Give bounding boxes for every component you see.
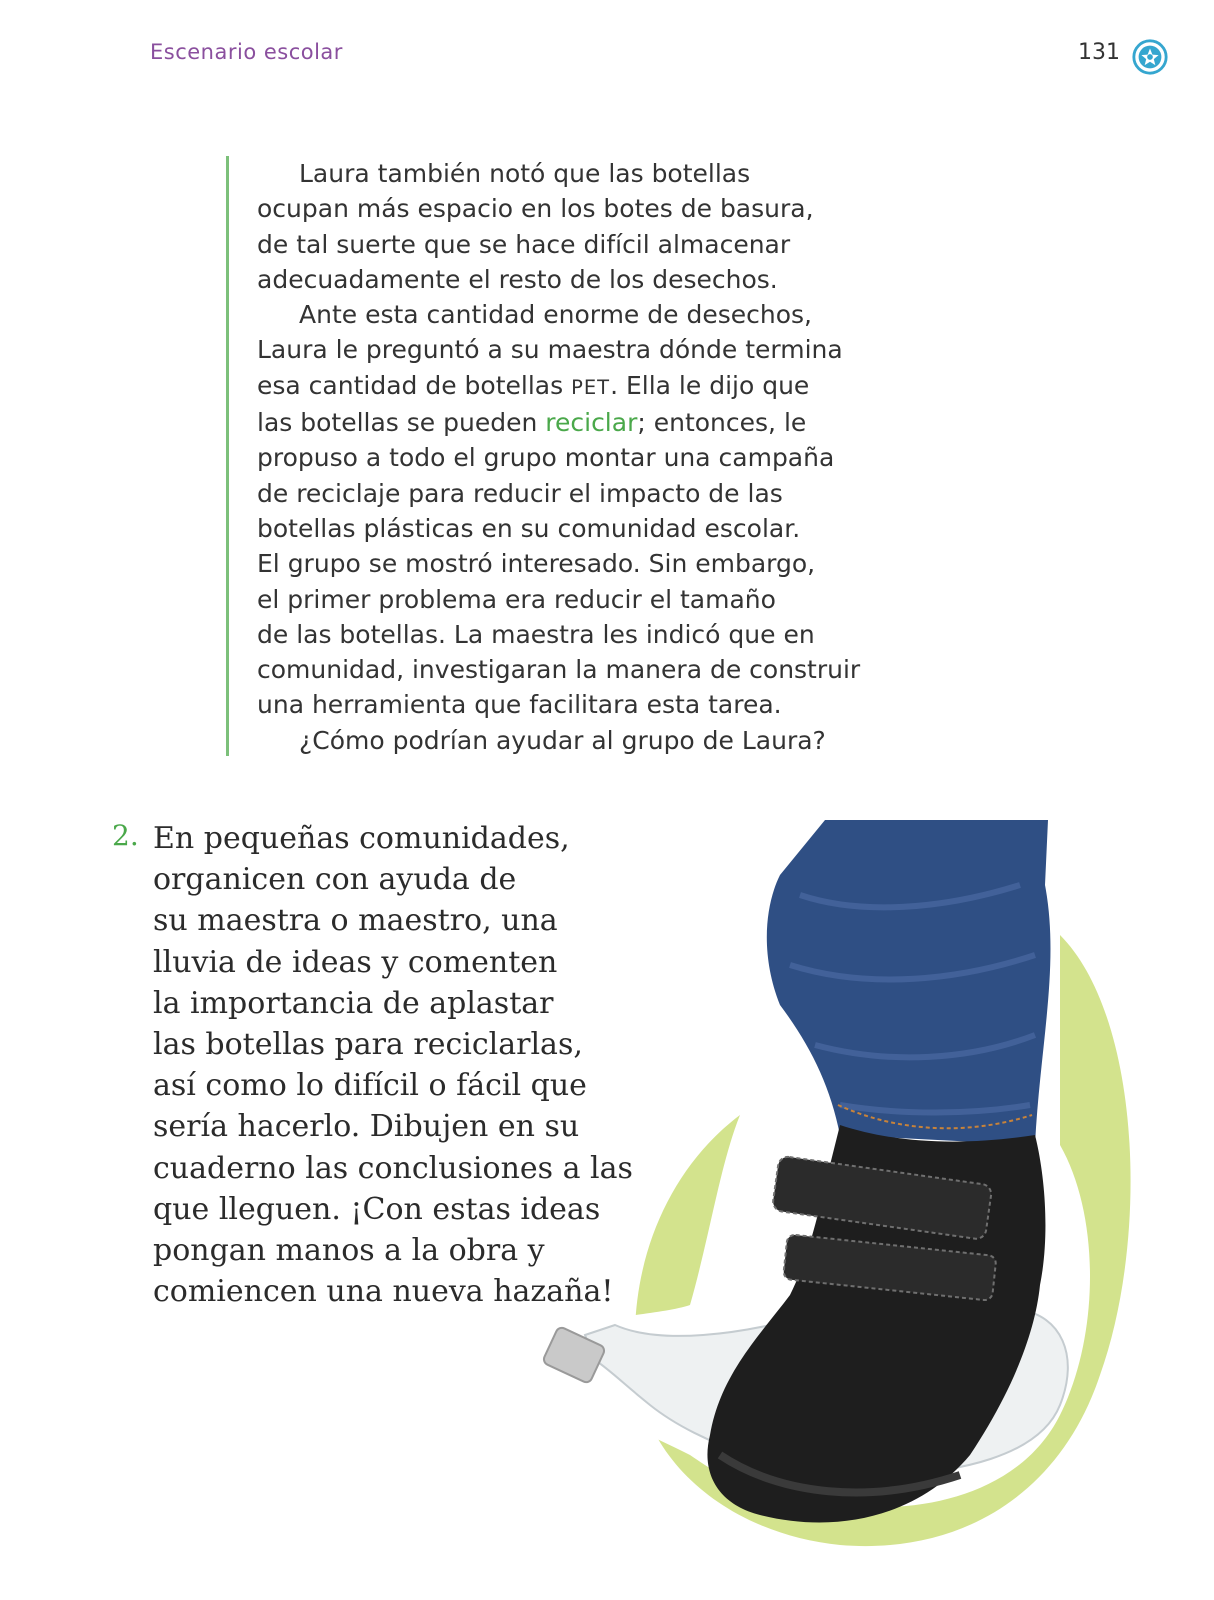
story-text xyxy=(257,156,937,758)
story-line: botellas plásticas en su comunidad escolar. xyxy=(257,513,801,543)
star-emblem-icon xyxy=(1131,38,1169,76)
story-line xyxy=(257,368,937,405)
story-line: Laura le preguntó a su maestra dónde termina xyxy=(257,335,843,365)
story-block xyxy=(226,156,929,756)
activity-line: así como lo difícil o fácil que xyxy=(153,1068,587,1104)
story-fragment: las botellas se pueden xyxy=(257,408,538,438)
glossary-term-reciclar[interactable]: reciclar xyxy=(545,408,638,438)
story-line: el primer problema era reducir el tamaño xyxy=(257,584,776,614)
story-fragment: ; entonces, le xyxy=(637,408,807,438)
story-line: adecuadamente el resto de los desechos. xyxy=(257,264,778,294)
section-title: Escenario escolar xyxy=(150,40,343,64)
story-line: Ante esta cantidad enorme de desechos, xyxy=(299,300,812,330)
activity-line: las botellas para reciclarlas, xyxy=(153,1027,583,1063)
activity-line: lluvia de ideas y comenten xyxy=(153,944,558,980)
activity-line: En pequeñas comunidades, xyxy=(153,821,570,856)
activity-line: sería hacerlo. Dibujen en su xyxy=(153,1109,580,1145)
activity-text xyxy=(153,818,653,1312)
story-fragment: . Ella le dijo que xyxy=(610,370,810,400)
activity-line: organicen con ayuda de xyxy=(153,862,517,898)
activity-line: cuaderno las conclusiones a las xyxy=(153,1150,633,1186)
story-line: una herramienta que facilitara esta tarea. xyxy=(257,690,782,720)
pet-abbreviation: PET xyxy=(571,375,611,399)
page-number: 131 xyxy=(1078,40,1120,65)
activity-number: 2. xyxy=(112,819,139,852)
activity-line: que lleguen. ¡Con estas ideas xyxy=(153,1191,601,1227)
story-line: propuso a todo el grupo montar una campaña xyxy=(257,443,835,473)
story-line: de tal suerte que se hace difícil almacenar xyxy=(257,229,791,259)
activity-line: pongan manos a la obra y xyxy=(153,1233,545,1269)
story-line: de reciclaje para reducir el impacto de las xyxy=(257,478,783,508)
story-line: ocupan más espacio en los botes de basura, xyxy=(257,194,814,224)
story-fragment: esa cantidad de botellas xyxy=(257,370,564,400)
story-line: El grupo se mostró interesado. Sin embargo, xyxy=(257,549,816,579)
story-line: comunidad, investigaran la manera de construir xyxy=(257,655,861,685)
story-question: ¿Cómo podrían ayudar al grupo de Laura? xyxy=(299,725,826,755)
story-line: Laura también notó que las botellas xyxy=(299,159,751,188)
story-line xyxy=(257,405,937,440)
activity-line: comiencen una nueva hazaña! xyxy=(153,1274,614,1310)
story-line: de las botellas. La maestra les indicó que en xyxy=(257,619,815,649)
activity-line: la importancia de aplastar xyxy=(153,985,554,1021)
activity-line: su maestra o maestro, una xyxy=(153,903,558,939)
